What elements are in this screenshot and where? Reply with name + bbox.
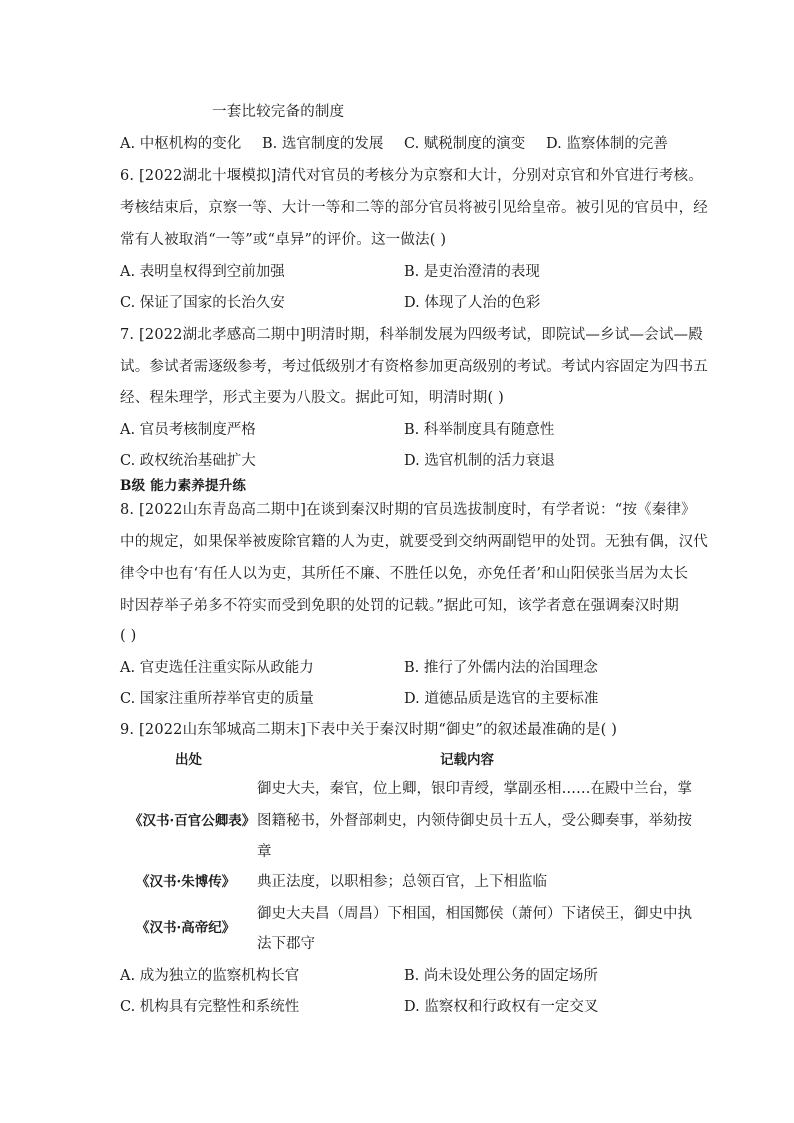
q9-option-b[interactable]: B. 尚未设处理公务的固定场所 <box>404 968 598 984</box>
q7-option-b[interactable]: B. 科举制度具有随意性 <box>404 422 555 438</box>
q7-option-a[interactable]: A. 官员考核制度严格 <box>120 422 256 438</box>
q6-stem-line-3: 常有人被取消“一等”或“卓异”的评价。这一做法( ) <box>120 232 447 248</box>
q8-stem-line-2: 中的规定，如果保举被废除官籍的人为吏，就要受到交纳两副铠甲的处罚。无独有偶，汉代 <box>120 534 708 550</box>
table-row-1-content-line-2: 图籍秘书，外督部刺史，内领侍御史员十五人，受公卿奏事，举劾按 <box>257 813 692 829</box>
q5-option-a[interactable]: A. 中枢机构的变化 <box>120 136 242 152</box>
table-header-source: 出处 <box>175 752 202 768</box>
table-row-1-source: 《汉书·百官公卿表》 <box>129 813 256 829</box>
q7-stem-line-3: 经、程朱理学，形式主要为八股文。据此可知，明清时期( ) <box>120 390 505 406</box>
table-row-3-source: 《汉书·高帝纪》 <box>136 920 236 936</box>
q6-stem-line-2: 考核结束后，京察一等、大计一等和二等的部分官员将被引见给皇帝。被引见的官员中，经 <box>120 200 708 216</box>
q8-stem-line-5: ( ) <box>120 628 137 644</box>
q7-stem-line-1: 7. [2022湖北孝感高二期中]明清时期，科举制发展为四级考试，即院试—乡试—会试—殿 <box>120 327 703 343</box>
q8-stem-line-4: 时因荐举子弟多不符实而受到免职的处罚的记载。”据此可知，该学者意在强调秦汉时期 <box>120 598 679 614</box>
q8-stem-line-3: 律令中也有‘有任人以为吏，其所任不廉、不胜任以免，亦免任者’和山阳侯张当居为太长 <box>120 566 689 582</box>
q8-option-c[interactable]: C. 国家注重所荐举官吏的质量 <box>120 691 314 707</box>
q8-stem-line-1: 8. [2022山东青岛高二期中]在谈到秦汉时期的官员选拔制度时，有学者说：“按《秦律》 <box>120 502 696 518</box>
q5-stem-tail: 一套比较完备的制度 <box>212 104 345 120</box>
table-row-2-content-line-1: 典正法度，以职相参；总领百官，上下相监临 <box>257 874 547 890</box>
q6-option-b[interactable]: B. 是吏治澄清的表现 <box>404 264 540 280</box>
q6-option-d[interactable]: D. 体现了人治的色彩 <box>404 295 541 311</box>
q6-stem-line-1: 6. [2022湖北十堰模拟]清代对官员的考核分为京察和大计，分别对京官和外官进行考核。 <box>120 168 703 184</box>
q7-option-d[interactable]: D. 选官机制的活力衰退 <box>404 453 555 469</box>
q8-option-b[interactable]: B. 推行了外儒内法的治国理念 <box>404 660 598 676</box>
q7-stem-line-2: 试。参试者需逐级参考，考过低级别才有资格参加更高级别的考试。考试内容固定为四书五 <box>120 359 708 375</box>
q9-option-a[interactable]: A. 成为独立的监察机构长官 <box>120 968 300 984</box>
section-b-heading: B级 能力素养提升练 <box>120 478 247 494</box>
table-row-1-content-line-3: 章 <box>257 844 272 860</box>
table-row-3-content-line-1: 御史大夫昌（周昌）下相国，相国酂侯（萧何）下诸侯王，御史中执 <box>257 906 692 922</box>
table-header-content: 记载内容 <box>440 752 494 768</box>
table-row-1-content-line-1: 御史大夫，秦官，位上卿，银印青绶，掌副丞相……在殿中兰台，掌 <box>257 781 692 797</box>
q6-option-a[interactable]: A. 表明皇权得到空前加强 <box>120 264 285 280</box>
q8-option-a[interactable]: A. 官吏选任注重实际从政能力 <box>120 660 314 676</box>
q5-option-c[interactable]: C. 赋税制度的演变 <box>404 136 526 152</box>
q9-option-d[interactable]: D. 监察权和行政权有一定交叉 <box>404 999 599 1015</box>
q9-option-c[interactable]: C. 机构具有完整性和系统性 <box>120 999 300 1015</box>
q8-option-d[interactable]: D. 道德品质是选官的主要标准 <box>404 691 599 707</box>
q7-option-c[interactable]: C. 政权统治基础扩大 <box>120 453 256 469</box>
q5-option-b[interactable]: B. 选官制度的发展 <box>262 136 384 152</box>
q6-option-c[interactable]: C. 保证了国家的长治久安 <box>120 295 285 311</box>
table-row-3-content-line-2: 法下郡守 <box>257 936 315 952</box>
q9-stem: 9. [2022山东邹城高二期末]下表中关于秦汉时期“御史”的叙述最准确的是( ) <box>120 722 618 738</box>
table-row-2-source: 《汉书·朱博传》 <box>136 874 236 890</box>
q5-option-d[interactable]: D. 监察体制的完善 <box>546 136 668 152</box>
